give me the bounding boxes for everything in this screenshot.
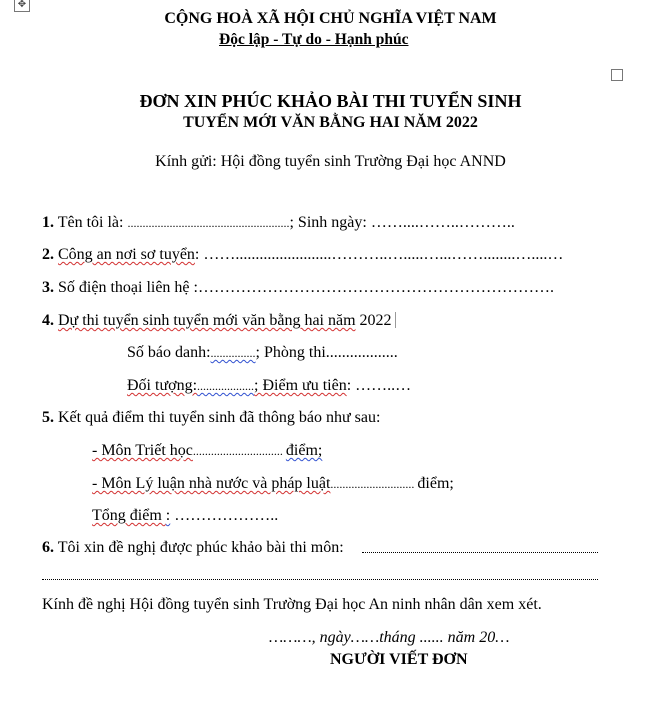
date-line: ………, ngày……tháng ...... năm 20…	[269, 629, 510, 646]
exam-room: ; Phòng thi..................	[255, 344, 398, 361]
subject-philosophy-label: - Môn Triết học	[92, 442, 193, 459]
candidate-number-line	[127, 343, 398, 363]
item-4-label: Dự thi tuyển sinh tuyển mới văn bằng hai năm	[58, 312, 356, 329]
national-motto	[219, 30, 408, 50]
item-2-dots: : ……........................………..….....…...……........…....…	[194, 246, 564, 263]
table-resize-icon[interactable]	[611, 69, 623, 81]
document-subtitle: TUYỂN MỚI VĂN BẰNG HAI NĂM 2022	[183, 114, 478, 131]
subject-philosophy-line	[92, 441, 322, 461]
total-score-label: Tổng điểm	[92, 507, 166, 524]
recipient-line: Kính gửi: Hội đồng tuyển sinh Trường Đại học ANND	[155, 153, 506, 170]
motto-text: Độc lập - Tự do - Hạnh phúc	[219, 31, 409, 48]
document-title: ĐƠN XIN PHÚC KHẢO BÀI THI TUYỂN SINH	[139, 91, 522, 111]
subject-law-label: - Môn Lý luận nhà nước và pháp luật	[92, 475, 331, 492]
item-1-label: Tên tôi là:	[57, 214, 128, 231]
subject-philosophy-score: điểm;	[285, 442, 323, 459]
item-2-police-unit	[42, 245, 563, 265]
item-6-label: Tôi xin đề nghị được phúc khảo bài thi môn:	[57, 539, 344, 556]
total-score-line	[92, 506, 278, 526]
item-6-dotted-line-2	[42, 579, 598, 580]
candidate-number-label: Số báo danh:	[127, 344, 211, 361]
item-3-label: Số điện thoại liên hệ :………………………………………………………….	[58, 279, 554, 296]
closing-line: Kính đề nghị Hội đồng tuyển sinh Trường Đại học An ninh nhân dân xem xét.	[42, 596, 542, 613]
signer-title: NGƯỜI VIẾT ĐƠN	[330, 651, 468, 668]
item-6-number: 6.	[42, 539, 54, 556]
item-6-dotted-line	[362, 552, 598, 553]
item-5-results	[42, 408, 380, 428]
item-2-label: Công an nơi sơ tuyển	[58, 246, 195, 263]
item-3-number: 3.	[42, 279, 54, 296]
national-title: CỘNG HOÀ XÃ HỘI CHỦ NGHĨA VIỆT NAM	[164, 10, 497, 27]
subject-law-line	[92, 474, 454, 494]
subject-philosophy-dots: ..............................	[192, 444, 286, 458]
item-4-number: 4.	[42, 312, 54, 329]
item-3-phone	[42, 278, 554, 298]
item-4-exam	[42, 311, 396, 331]
item-1-number: 1.	[42, 214, 54, 231]
text-cursor	[395, 312, 396, 328]
item-4-year: 2022	[355, 312, 392, 329]
subject-law-dots: ............................	[330, 477, 418, 491]
category-dots: ...................	[197, 379, 255, 393]
category-label: Đối tượng:	[127, 377, 198, 394]
item-5-label: Kết quả điểm thi tuyển sinh đã thông báo như sau:	[58, 409, 381, 426]
item-1-name-dots: ......................................................	[127, 216, 290, 230]
item-6-request	[42, 538, 344, 558]
table-move-handle-icon[interactable]: ✥	[14, 0, 30, 12]
priority-score-dots: : ……..…	[346, 377, 412, 394]
item-5-number: 5.	[42, 409, 54, 426]
candidate-number-dots: ...............	[210, 346, 256, 360]
subject-law-score: điểm;	[417, 475, 454, 492]
priority-score-label: ; Điểm ưu tiên	[254, 377, 347, 394]
item-1-full-name	[42, 213, 515, 233]
item-1-dob: ; Sinh ngày: ……....……..………..	[289, 214, 515, 231]
total-score-colon: :	[165, 507, 171, 524]
category-line	[127, 376, 411, 396]
total-score-dots: ………………..	[170, 507, 279, 524]
item-2-number: 2.	[42, 246, 54, 263]
